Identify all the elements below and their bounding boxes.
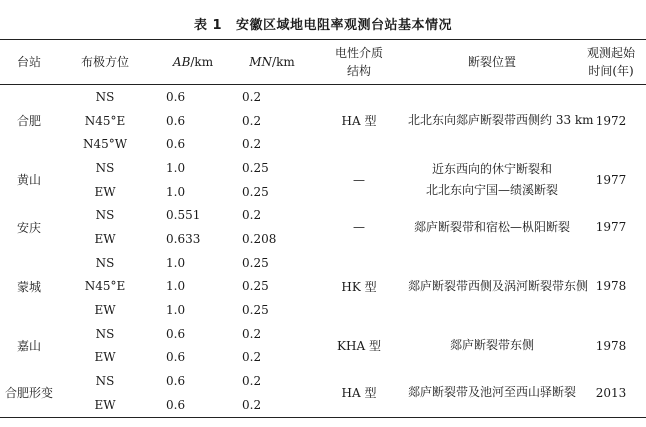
- fault-location: [408, 369, 576, 417]
- medium-structure: HA 型: [341, 386, 377, 401]
- start-year: 1978: [595, 338, 627, 353]
- table-row: [0, 85, 646, 109]
- station-table: [0, 39, 646, 418]
- ab-value: 0.6: [166, 89, 186, 104]
- mn-value: 0.25: [242, 160, 269, 175]
- fault-location-line: 郯庐断裂带及池河至西山驿断裂: [408, 385, 577, 400]
- start-year: 1977: [595, 172, 627, 187]
- mn-value: 0.25: [242, 255, 269, 270]
- mn-value: 0.2: [242, 374, 262, 389]
- electrode-direction: NS: [95, 326, 115, 341]
- header-start-line2: 时间(年): [588, 64, 634, 78]
- electrode-direction: N45°W: [82, 137, 128, 152]
- mn-value: 0.25: [242, 279, 269, 294]
- electrode-direction: EW: [94, 303, 116, 318]
- fault-location: [408, 156, 576, 203]
- fault-location-line: 北北东向郯庐断裂带西侧约 33 km: [408, 113, 594, 128]
- electrode-direction: NS: [95, 208, 115, 223]
- medium-structure: HK 型: [341, 279, 377, 294]
- ab-value: 0.6: [166, 350, 186, 365]
- header-row: [0, 40, 646, 85]
- electrode-direction: EW: [94, 231, 116, 246]
- electrode-direction: EW: [94, 184, 116, 199]
- station-name: 合肥: [16, 114, 41, 129]
- ab-value: 1.0: [166, 184, 186, 199]
- table-row: [0, 322, 646, 346]
- header-fault: 断裂位置: [467, 55, 516, 69]
- start-year: 2013: [595, 385, 627, 400]
- ab-value: 1.0: [166, 279, 186, 294]
- medium-structure: HA 型: [341, 114, 377, 129]
- ab-value: 1.0: [166, 303, 186, 318]
- fault-location: [408, 251, 589, 322]
- header-direction: 布极方位: [80, 55, 129, 69]
- station-name: 嘉山: [16, 339, 41, 354]
- electrode-direction: NS: [95, 89, 115, 104]
- header-ab: [152, 40, 234, 85]
- electrode-direction: EW: [94, 397, 116, 412]
- mn-value: 0.25: [242, 184, 269, 199]
- ab-value: 0.6: [166, 397, 186, 412]
- electrode-direction: EW: [94, 350, 116, 365]
- mn-value: 0.2: [242, 350, 262, 365]
- table-caption: 安徽区域地电阻率观测台站基本情况: [236, 18, 453, 33]
- fault-location: [408, 322, 576, 369]
- table-body: [0, 85, 646, 418]
- table-row: [0, 203, 646, 227]
- header-mn: [234, 40, 310, 85]
- ab-value: 0.551: [166, 208, 201, 223]
- start-year: 1972: [595, 113, 627, 128]
- fault-location-line: 近东西向的休宁断裂和: [431, 161, 552, 176]
- electrode-direction: NS: [95, 374, 115, 389]
- header-ab-var: AB: [172, 55, 191, 69]
- electrode-direction: N45°E: [84, 279, 126, 294]
- table-title: [0, 14, 646, 33]
- fault-location: [408, 203, 576, 250]
- table-number: 表 1: [193, 18, 223, 33]
- header-structure-line1: 电性介质: [334, 46, 383, 60]
- mn-value: 0.2: [242, 208, 262, 223]
- header-mn-unit: /km: [272, 55, 295, 69]
- ab-value: 1.0: [166, 255, 186, 270]
- mn-value: 0.2: [242, 326, 262, 341]
- header-ab-unit: /km: [190, 55, 214, 69]
- fault-location: [408, 85, 594, 157]
- ab-value: 1.0: [166, 160, 186, 175]
- electrode-direction: NS: [95, 255, 115, 270]
- header-structure: [310, 40, 408, 85]
- fault-location-line: 郯庐断裂带和宿松—枞阳断裂: [413, 219, 570, 234]
- ab-value: 0.633: [166, 231, 201, 246]
- header-structure-line2: 结构: [346, 64, 371, 78]
- header-mn-var: MN: [249, 55, 273, 69]
- table-row: [0, 251, 646, 275]
- medium-structure: KHA 型: [337, 339, 381, 354]
- fault-location-line: 北北东向宁国—绩溪断裂: [425, 182, 558, 197]
- ab-value: 0.6: [166, 374, 186, 389]
- start-year: 1977: [595, 220, 627, 235]
- table-row: [0, 369, 646, 393]
- medium-structure: —: [353, 172, 365, 187]
- electrode-direction: NS: [95, 160, 115, 175]
- station-name: 蒙城: [16, 279, 41, 294]
- ab-value: 0.6: [166, 326, 186, 341]
- start-year: 1978: [595, 279, 627, 294]
- mn-value: 0.2: [242, 137, 262, 152]
- mn-value: 0.208: [242, 231, 277, 246]
- header-start-line1: 观测起始: [586, 46, 635, 60]
- header-station: 台站: [16, 55, 41, 69]
- station-name: 合肥形变: [4, 386, 53, 401]
- mn-value: 0.2: [242, 113, 262, 128]
- ab-value: 0.6: [166, 113, 186, 128]
- header-start: [576, 40, 646, 85]
- medium-structure: —: [353, 220, 365, 235]
- ab-value: 0.6: [166, 137, 186, 152]
- station-name: 黄山: [16, 173, 41, 188]
- mn-value: 0.2: [242, 89, 262, 104]
- table-row: [0, 156, 646, 180]
- station-name: 安庆: [16, 220, 41, 235]
- mn-value: 0.2: [242, 397, 262, 412]
- electrode-direction: N45°E: [84, 113, 126, 128]
- mn-value: 0.25: [242, 303, 269, 318]
- fault-location-line: 郯庐断裂带西侧及涡河断裂带东侧: [408, 278, 589, 293]
- fault-location-line: 郯庐断裂带东侧: [449, 338, 534, 353]
